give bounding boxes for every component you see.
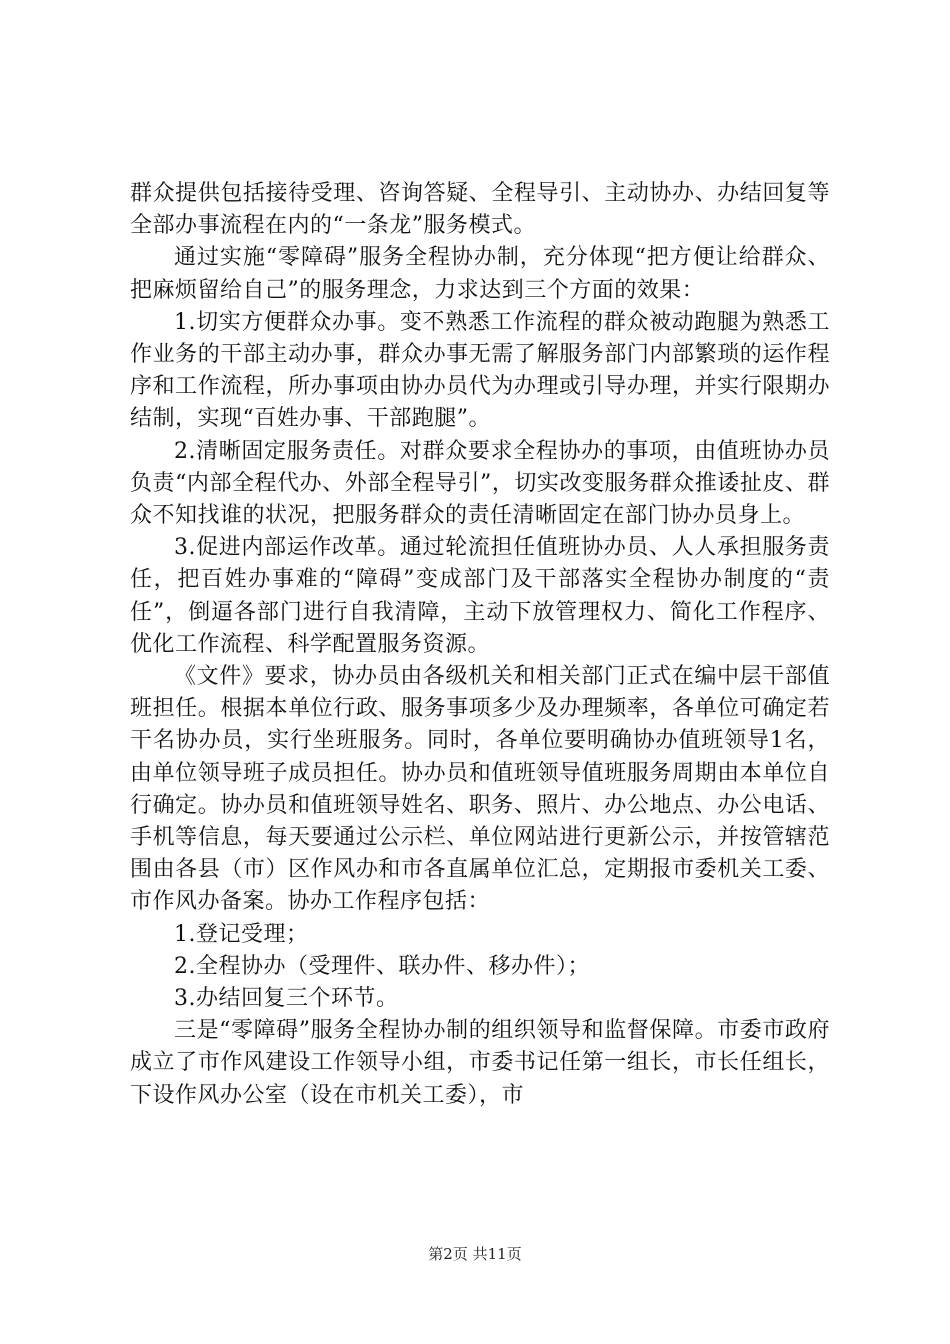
list-item-registration: 1.登记受理； <box>174 921 309 947</box>
document-body <box>130 178 830 1112</box>
paragraph-leadership: 三是“零障碍”服务全程协办制的组织领导和监督保障。市委市政府成立了市作风建设工作领导小组，市委书记任第一组长，市长任组长，下设作风办公室（设在市机关工委），市 <box>130 1018 830 1108</box>
list-item-completion-reply: 3.办结回复三个环节。 <box>174 986 399 1012</box>
paragraph-continuation: 群众提供包括接待受理、咨询答疑、全程导引、主动协办、办结回复等全部办事流程在内的“一条龙”服务模式。 <box>130 181 830 239</box>
paragraph-effect-1: 1.切实方便群众办事。变不熟悉工作流程的群众被动跑腿为熟悉工作业务的干部主动办事，群众办事无需了解服务部门内部繁琐的运作程序和工作流程，所办事项由协办员代为办理或引导办理，并实行限期办结制，实现“百姓办事、干部跑腿”。 <box>130 309 830 432</box>
paragraph-effect-3: 3.促进内部运作改革。通过轮流担任值班协办员、人人承担服务责任，把百姓办事难的“障碍”变成部门及干部落实全程协办制度的“责任”，倒逼各部门进行自我清障，主动下放管理权力、简化工作程序、优化工作流程、科学配置服务资源。 <box>130 535 830 657</box>
paragraph-effect-2: 2.清晰固定服务责任。对群众要求全程协办的事项，由值班协办员负责“内部全程代办、外部全程导引”，切实改变服务群众推诿扯皮、群众不知找谁的状况，把服务群众的责任清晰固定在部门协办员身上。 <box>130 438 830 529</box>
paragraph-effects-intro: 通过实施“零障碍”服务全程协办制，充分体现“把方便让给群众、把麻烦留给自己”的服务理念，力求达到三个方面的效果： <box>130 245 830 303</box>
page-number-footer: 第2页 共11页 <box>428 1245 522 1263</box>
paragraph-document-requirements: 《文件》要求，协办员由各级机关和相关部门正式在编中层干部值班担任。根据本单位行政、服务事项多少及办理频率，各单位可确定若干名协办员，实行坐班服务。同时，各单位要明确协办值班领导1名，由单位领导班子成员担任。协办员和值班领导值班服务周期由本单位自行确定。协办员和值班领导姓名、职务、照片、办公地点、办公电话、手机等信息，每天要通过公示栏、单位网站进行更新公示，并按管辖范围由各县（市）区作风办和市各直属单位汇总，定期报市委机关工委、市作风办备案。协办工作程序包括： <box>130 664 830 915</box>
list-item-full-assistance: 2.全程协办（受理件、联办件、移办件）； <box>174 953 590 979</box>
